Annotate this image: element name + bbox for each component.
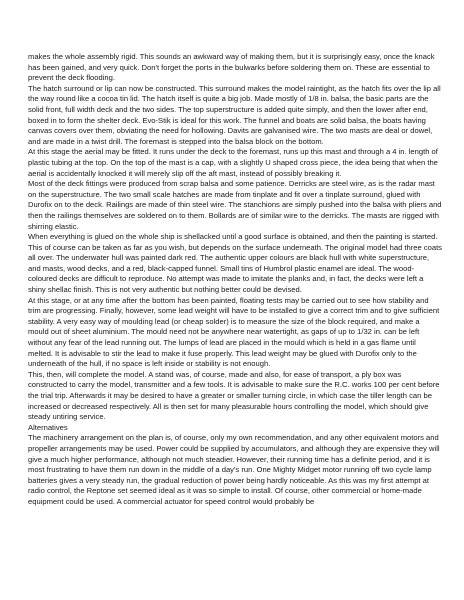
paragraph-assembly: makes the whole assembly rigid. This sounds an awkward way of making them, but it is surprisingly easy, once the knack has been gained, and very quick. Don't forget the ports in the bulwarks before soldering them on. These are essential to prevent the deck flooding.	[28, 52, 435, 83]
paragraph-hatch: The hatch surround or lip can now be constructed. This surround makes the model raintight, as the hatch fits over the lip all the way round like a cocoa tin lid. The hatch itself is quite a big job. Made mostly of 1/8 in. balsa, the basic parts are the solid front, full width deck and the two sides. The top superstructure is added quite simply, and then the lower after end, boxed in to form the shelter deck. Evo-Stik is ideal for this work. The funnel and boats are solid balsa, the boats having canvas covers over them, obviating the need for hollowing. Davits are galvanised wire. The two masts are deal or dowel, and are made in a twist drill. The foremast is stepped into the balsa block on the bottom.	[28, 83, 441, 146]
paragraph-aerial: At this stage the aerial may be fitted. It runs under the deck to the foremast, runs up this mast and through a 4 in. length of plastic tubing at the top. On the top of the mast is a cap, with a slightly U shaped cross piece, the idea being that when the aerial is accidentally knocked it will merely slip off the aft mast, instead of possibly breaking it.	[28, 147, 438, 178]
article-body	[28, 52, 442, 508]
paragraph-deck-fittings: Most of the deck fittings were produced from scrap balsa and some patience. Derricks are steel wire, as is the radar mast on the superstructure. The two small scale hatches are made from tinplate and fit over a tinplate surround, glued with Durofix on to the deck. Railings are made of thin steel wire. The stanchions are simply pushed into the balsa with pliers and then the railings themselves are soldered on to them. Bollards are of similar wire to the derricks. The masts are rigged with shirring elastic.	[28, 179, 442, 231]
paragraph-painting: When everything is glued on the whole ship is shellacked until a good surface is obtained, and then the painting is started. This of course can be taken as far as you wish, but depends on the surface underneath. The original model had three coats all over. The underwater hull was painted dark red. The authentic upper colours are black hull with white superstructure, and masts, wood decks, and a red, black-capped funnel. Small tins of Humbrol plastic enamel are ideal. The wood-coloured decks are difficult to reproduce. No attempt was made to imitate the planks and, in fact, the decks were left a shiny shellac finish. This is not very authentic but nothing better could be devised.	[28, 232, 442, 295]
paragraph-machinery: The machinery arrangement on the plan is, of course, only my own recommendation, and any other equivalent motors and propeller arrangements may be used. Power could be supplied by accumulators, and although they are expensive they will give a much higher performance, although not much steadier. However, their running time has a definite period, and it is most frustrating to have them run down in the middle of a day's run. One Mighty Midget motor running off two cycle lamp batteries gives a very steady run, the gradual reduction of power being hardly noticeable. As this was my first attempt at radio control, the Reptone set seemed ideal as it was so simple to install. Of course, other commercial or home-made equipment could be used. A commercial actuator for speed control would probably be	[28, 433, 440, 506]
paragraph-completion: This, then, will complete the model. A stand was, of course, made and also, for ease of transport, a ply box was constructed to carry the model, transmitter and a few tools. It is advisable to make sure the R.C. works 100 per cent before the trial trip. Afterwards it may be desired to have a greater or smaller turning circle, in which case the tiller length can be increased or decreased respectively. All is then set for many pleasurable hours controlling the model, which should give steady untiring service.	[28, 369, 440, 422]
section-heading-alternatives: Alternatives	[28, 422, 68, 432]
paragraph-floating-tests: At this stage, or at any time after the bottom has been painted, floating tests may be carried out to see how stability and trim are progressing. Finally, however, some lead weight will have to be installed to give a correct trim and to give sufficient stability. A very easy way of moulding lead (or cheap solder) is to measure the size of the block required, and make a mould out of sheet aluminium. The mould need not be anywhere near watertight, as gaps of up to 1/32 in. can be left without any fear of the lead running out. The lumps of lead are placed in the mould which is held in a gas flame until melted. It is advisable to stir the lead to make it fuse properly. This lead weight may be glued with Durofix only to the underneath of the hull, if no space is left inside or stability is not enough.	[28, 295, 440, 369]
